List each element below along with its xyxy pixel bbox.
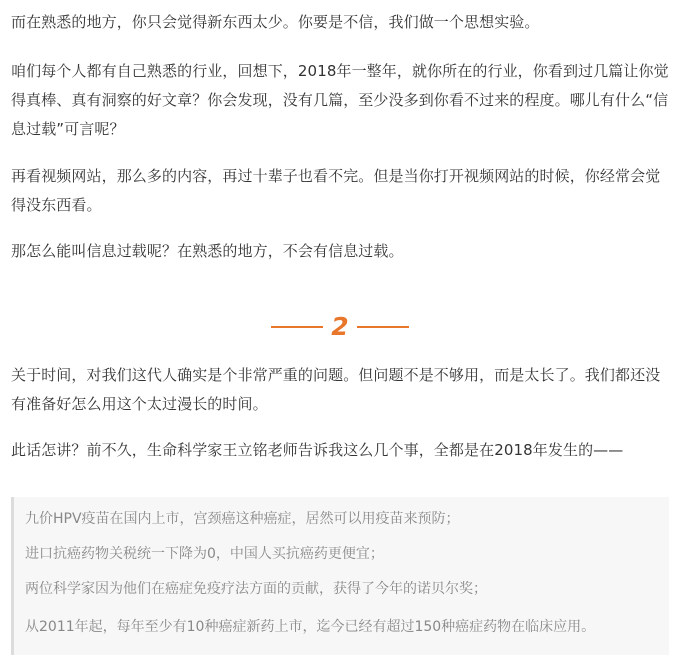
quote-item: 从2011年起，每年至少有10种癌症新药上市，迄今已经有超过150种癌症药物在临床应用。	[25, 619, 596, 635]
divider-line-left	[271, 326, 323, 328]
paragraph: 再看视频网站，那么多的内容，再过十辈子也看不完。但是当你打开视频网站的时候，你经常会觉得没东西看。	[11, 167, 661, 214]
blockquote-bar	[11, 497, 14, 655]
blockquote	[11, 497, 669, 655]
paragraph: 此话怎讲？前不久，生命科学家王立铭老师告诉我这么几个事，全都是在2018年发生的——	[11, 441, 624, 459]
section-divider	[0, 313, 680, 341]
divider-line-right	[357, 326, 409, 328]
quote-item: 进口抗癌药物关税统一下降为0，中国人买抗癌药更便宜；	[25, 546, 384, 562]
quote-item: 九价HPV疫苗在国内上市，宫颈癌这种癌症，居然可以用疫苗来预防；	[25, 511, 460, 527]
paragraph: 那怎么能叫信息过载呢？在熟悉的地方，不会有信息过载。	[11, 242, 404, 260]
section-number: 2	[331, 312, 349, 341]
paragraph: 咱们每个人都有自己熟悉的行业，回想下，2018年一整年，就你所在的行业，你看到过几篇让你觉得真棒、真有洞察的好文章？你会发现，没有几篇，至少没多到你看不过来的程度。哪儿有什么“信息过载”可言呢？	[11, 62, 669, 138]
quote-item: 两位科学家因为他们在癌症免疫疗法方面的贡献，获得了今年的诺贝尔奖；	[25, 581, 487, 597]
paragraph: 关于时间，对我们这代人确实是个非常严重的问题。但问题不是不够用，而是太长了。我们都还没有准备好怎么用这个太过漫长的时间。	[11, 366, 661, 413]
paragraph: 而在熟悉的地方，你只会觉得新东西太少。你要是不信，我们做一个思想实验。	[11, 13, 540, 31]
